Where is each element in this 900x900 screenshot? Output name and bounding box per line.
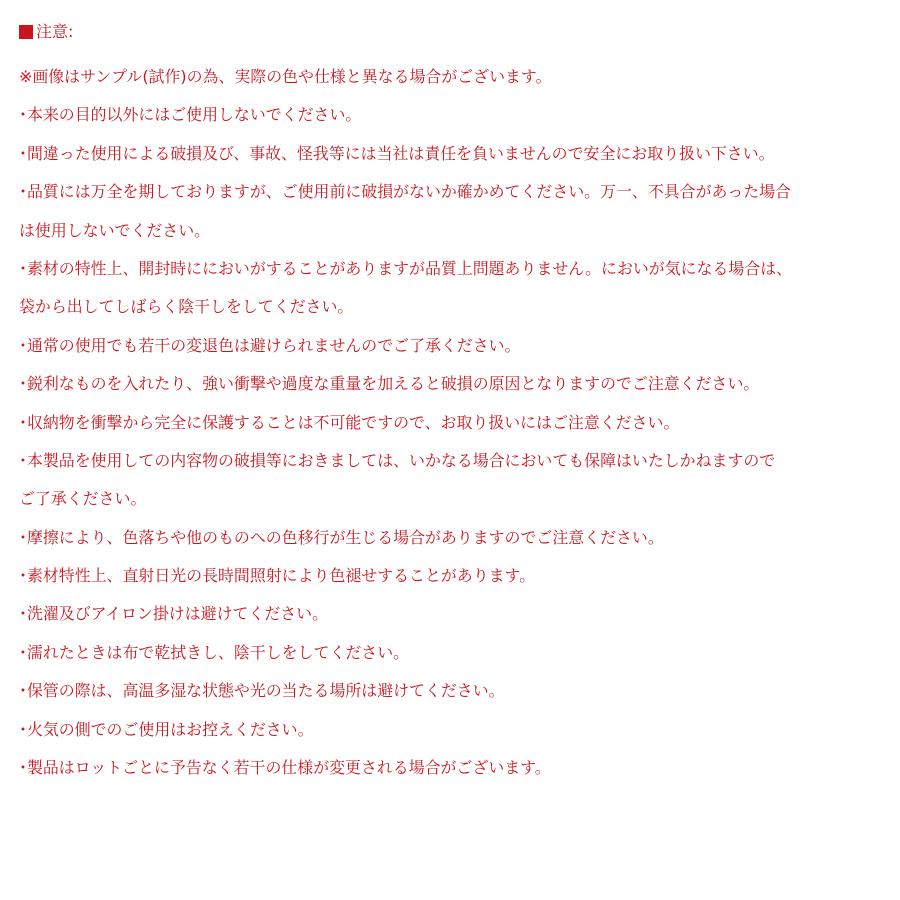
notice-line: ･素材特性上、直射日光の長時間照射により色褪せすることがあります。 [19, 566, 536, 586]
notice-line: ･品質には万全を期しておりますが、ご使用前に破損がないか確かめてください。万一、不具合があった場合 [19, 182, 791, 202]
notice-heading [19, 20, 889, 44]
notice-line: ･洗濯及びアイロン掛けは避けてください。 [19, 604, 329, 624]
notice-line: ･素材の特性上、開封時ににおいがすることがありますが品質上問題ありません。においが気になる場合は、 [19, 258, 793, 278]
notice-list [19, 58, 889, 787]
notice-line: 袋から出してしばらく陰干しをしてください。 [19, 297, 354, 317]
notice-line: ･摩擦により、色落ちや他のものへの色移行が生じる場合がありますのでご注意ください。 [19, 527, 664, 547]
notice-heading-text: 注意: [36, 22, 74, 41]
notice-line: ※画像はサンプル(試作)の為、実際の色や仕様と異なる場合がございます。 [19, 67, 552, 86]
notice-line: ･間違った使用による破損及び、事故、怪我等には当社は責任を負いませんので安全にお取り扱い下さい。 [19, 143, 775, 163]
notice-line: ･火気の側でのご使用はお控えください。 [19, 719, 314, 739]
notice-section [19, 20, 889, 787]
notice-line: ･本製品を使用しての内容物の破損等におきましては、いかなる場合においても保障はいたしかねますので [19, 450, 776, 470]
notice-line: は使用しないでください。 [19, 220, 211, 240]
notice-line: ･本来の目的以外にはご使用しないでください。 [19, 105, 362, 125]
square-icon [19, 25, 33, 39]
notice-line: ･製品はロットごとに予告なく若干の仕様が変更される場合がございます。 [19, 758, 551, 778]
notice-line: ･鋭利なものを入れたり、強い衝撃や過度な重量を加えると破損の原因となりますのでご注意ください。 [19, 374, 760, 394]
notice-line: ご了承ください。 [19, 489, 147, 509]
notice-line: ･収納物を衝撃から完全に保護することは不可能ですので、お取り扱いにはご注意ください。 [19, 412, 680, 432]
notice-line: ･通常の使用でも若干の変退色は避けられませんのでご了承ください。 [19, 335, 521, 355]
notice-line: ･濡れたときは布で乾拭きし、陰干しをしてください。 [19, 642, 410, 662]
notice-line: ･保管の際は、高温多湿な状態や光の当たる場所は避けてください。 [19, 681, 505, 701]
